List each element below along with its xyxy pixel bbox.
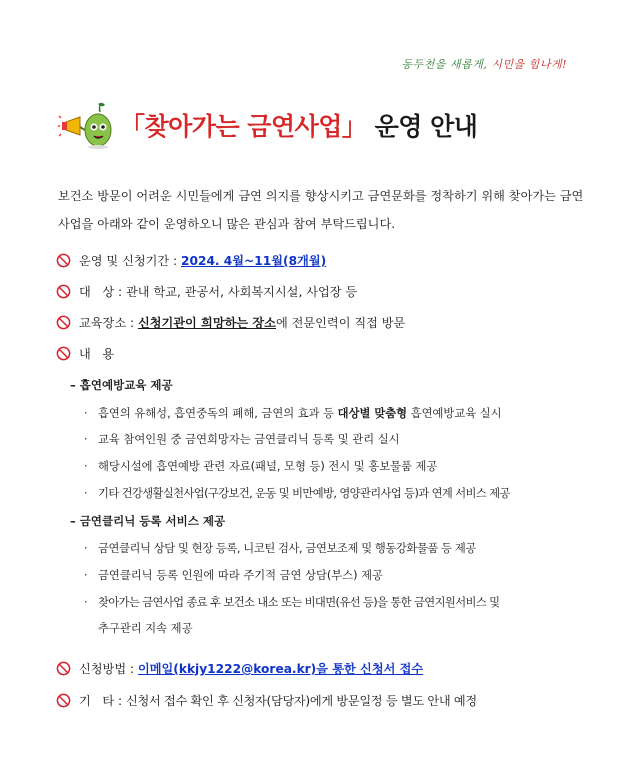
place-label: 교육장소 :	[79, 316, 135, 330]
title-row	[58, 100, 477, 150]
section-heading: – 금연클리닉 등록 서비스 제공	[70, 514, 226, 528]
no-smoking-ban-icon	[56, 284, 71, 299]
section-heading: – 흡연예방교육 제공	[70, 378, 173, 392]
item-content	[56, 345, 114, 362]
intro-paragraph: 보건소 방문이 어려운 시민들에게 금연 의지를 향상시키고 금연문화를 정착하기 위해 찾아가는 금연사업을 아래와 같이 운영하오니 많은 관심과 참여 부탁드립니다.	[58, 189, 584, 231]
page-title-highlight: 「찾아가는 금연사업」	[120, 112, 367, 141]
place-value-rest: 에 전문인력이 직접 방문	[275, 316, 406, 330]
no-smoking-ban-icon	[56, 315, 71, 330]
method-label: 신청방법 :	[79, 662, 135, 676]
page-title-rest: 운영 안내	[374, 112, 478, 141]
etc-value: 신청서 접수 확인 후 신청자(담당자)에게 방문일정 등 별도 안내 예정	[126, 694, 477, 708]
list-item: · 찾아가는 금연사업 종료 후 보건소 내소 또는 비대면(유선 등)을 통한 금연지원서비스 및	[84, 596, 500, 609]
no-smoking-ban-icon	[56, 346, 71, 361]
no-smoking-ban-icon	[56, 693, 71, 708]
list-item: · 금연클리닉 등록 인원에 따라 주기적 금연 상담(부스) 제공	[84, 569, 383, 582]
item-place	[56, 314, 405, 331]
etc-label: 기 타 :	[79, 694, 123, 708]
item-etc	[56, 692, 477, 709]
slogan-part1: 동두천을 새롭게,	[401, 58, 488, 71]
slogan-part2: 시민을 힘나게!	[491, 58, 567, 71]
list-item: · 흡연의 유해성, 흡연중독의 폐해, 금연의 효과 등 대상별 맞춤형 흡연예방교육 실시	[84, 407, 502, 420]
target-value: 관내 학교, 관공서, 사회복지시설, 사업장 등	[126, 285, 358, 299]
list-item: · 해당시설에 흡연예방 관련 자료(패널, 모형 등) 전시 및 홍보물품 제공	[84, 460, 438, 473]
target-label: 대 상 :	[79, 285, 123, 299]
list-item-continuation: 추구관리 지속 제공	[98, 622, 193, 635]
method-value: 이메일(kkjy1222@korea.kr)을 통한 신청서 접수	[137, 662, 424, 676]
no-smoking-ban-icon	[56, 253, 71, 268]
item-target	[56, 283, 357, 300]
period-label: 운영 및 신청기간 :	[79, 254, 178, 268]
place-value-strong: 신청기관이 희망하는 장소	[137, 316, 276, 330]
item-period	[56, 252, 326, 269]
item-method	[56, 660, 423, 677]
page-title	[120, 107, 477, 143]
mascot-character-icon	[58, 100, 114, 150]
no-smoking-ban-icon	[56, 661, 71, 676]
period-value: 2024. 4월~11월(8개월)	[181, 254, 327, 268]
list-item: · 기타 건강생활실천사업(구강보건, 운동 및 비만예방, 영양관리사업 등)과 연계 서비스 제공	[84, 487, 510, 500]
list-item: · 교육 참여인원 중 금연희망자는 금연클리닉 등록 및 관리 실시	[84, 433, 400, 446]
list-item: · 금연클리닉 상담 및 현장 등록, 니코틴 검사, 금연보조제 및 행동강화물품 등 제공	[84, 542, 476, 555]
content-label: 내 용	[79, 347, 115, 361]
slogan	[401, 56, 567, 72]
